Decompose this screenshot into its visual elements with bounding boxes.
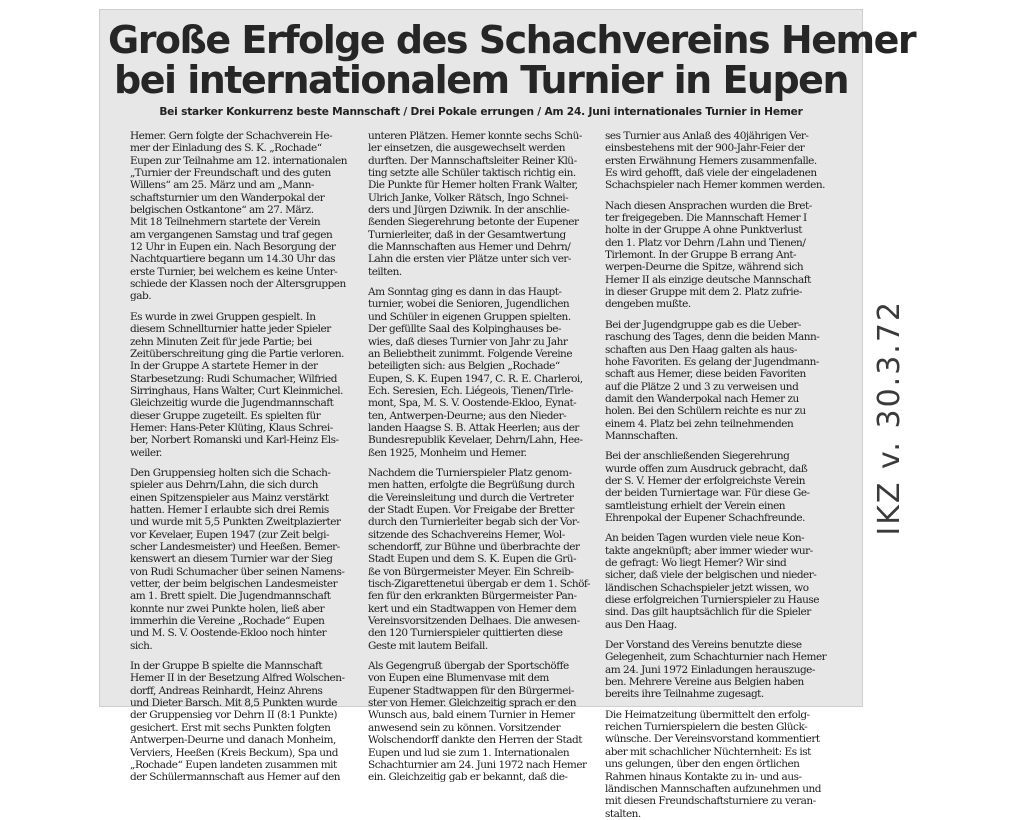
article-line: ster von Hemer. Gleichzeitig sprach er den — [368, 697, 576, 710]
article-line: in dieser Gruppe mit dem 2. Platz zufrie- — [605, 286, 802, 299]
article-line: holte in der Gruppe A ohne Punktverlust — [605, 224, 803, 237]
article-line: Vereinsvorsitzenden Delhaes. Die anwesen- — [368, 615, 580, 628]
paragraph-gap — [605, 442, 839, 450]
article-line: ben. Mehrere Vereine aus Belgien haben — [605, 676, 804, 689]
article-line: und wurde mit 5,5 Punkten Zweitplazierter — [130, 516, 341, 529]
article-line: kert und ein Stadtwappen von Hemer dem — [368, 602, 577, 615]
article-line: ders und Jürgen Dziwnik. In der anschlie- — [368, 204, 570, 217]
article-line: Ehrenpokal der Eupener Schachfreunde. — [605, 511, 805, 524]
article-line: und Schüler in eigenen Gruppen spielten. — [368, 310, 571, 323]
article-line: In der Gruppe B spielte die Mannschaft — [130, 660, 323, 673]
article-line: beteiligten sich: aus Belgien „Rochade“ — [368, 360, 560, 373]
article-line: den 120 Turnierspieler quittierten diese — [368, 627, 563, 640]
article-line: Ulrich Janke, Volker Rätsch, Ingo Schnei- — [368, 191, 569, 204]
article-line: Zeitüberschreitung ging die Partie verloren. — [130, 347, 344, 360]
article-line: Mit 18 Teilnehmern startete der Verein — [130, 216, 321, 229]
article-line: mit diesen Freundschaftsturniere zu veran- — [605, 795, 816, 808]
article-line: landen Haagse S. B. Attak Heerlen; aus der — [368, 421, 579, 434]
article-line: durch den Turnierleiter begab sich der Vor- — [368, 516, 580, 529]
article-line: Als Gegengruß übergab der Sportschöffe — [368, 660, 569, 673]
article-line: wünsche. Der Vereinsvorstand kommentiert — [605, 733, 820, 746]
article-line: schaft aus Hemer, diese beiden Favoriten — [605, 368, 806, 381]
article-line: aber mit schachlicher Nüchternheit: Es ist — [605, 745, 811, 758]
article-line: „Rochade“ Eupen landeten zusammen mit — [130, 758, 337, 771]
article-line: hohe Favoriten. Es gelang der Jugendmann- — [605, 355, 819, 368]
article-line: ßen 1925, Monheim und Hemer. — [368, 446, 527, 459]
article-line: ten, Antwerpen-Deurne; aus den Nieder- — [368, 409, 567, 422]
article-line: am 24. Juni 1972 Einladungen herauszuge- — [605, 663, 815, 676]
article-line: de gefragt: Wo liegt Hemer? Wir sind — [605, 557, 787, 569]
article-line: holen. Bei den Schülern reichte es nur zu — [605, 405, 806, 418]
article-line: Wolschendorff dankte den Herren der Stadt — [368, 734, 582, 747]
article-line: gab. — [130, 290, 152, 303]
article-line: schiede der Klassen noch der Altersgruppen — [130, 278, 346, 291]
article-line: aus Den Haag. — [605, 618, 677, 631]
article-line: Es wurde in zwei Gruppen gespielt. In — [130, 310, 316, 323]
article-line: sicher, daß viele der belgischen und nieder- — [605, 569, 817, 582]
article-line: In der Gruppe A startete Hemer in der — [130, 360, 318, 373]
article-line: Rahmen hinaus Kontakte zu in- und aus- — [605, 770, 802, 783]
article-line: konnte nur zwei Punkte holen, ließ aber — [130, 602, 325, 615]
article-line: scher Landesmeister) und Heeßen. Bemer- — [130, 541, 340, 553]
article-line: ting setzte alle Schüler taktisch richtig ein. — [368, 167, 576, 180]
article-line: weiler. — [130, 446, 162, 459]
article-line: takte angeknüpft; aber immer wieder wur- — [605, 544, 813, 557]
article-line: Willens“ am 25. März und am „Mann- — [130, 179, 314, 192]
article-line: dieser Gruppe zugeteilt. Es spielten für — [130, 409, 321, 422]
article-line: diesem Schnellturnier hatte jeder Spieler — [130, 323, 331, 336]
article-line: ländischen Mannschaften aufzunehmen und — [605, 782, 822, 795]
article-line: raschung des Tages, denn die beiden Mann- — [605, 331, 820, 344]
article-line: und M. S. V. Oostende-Ekloo noch hinter — [130, 627, 327, 640]
article-line: auf die Plätze 2 und 3 zu verweisen und — [605, 380, 799, 393]
article-line: ber, Norbert Romanski und Karl-Heinz Els- — [130, 434, 339, 447]
article-line: ßenden Siegerehrung betonte der Eupener — [368, 216, 579, 229]
article-line: Verviers, Heeßen (Kreis Beckum), Spa und — [130, 746, 339, 759]
article-line: Eupen, S. K. Eupen 1947, C. R. E. Charleroi, — [368, 372, 583, 385]
article-line: immerhin die Vereine „Rochade“ Eupen — [130, 615, 325, 628]
article-line: von Rudi Schumacher über seinen Namens- — [130, 565, 345, 578]
subheadline: Bei starker Konkurrenz beste Mannschaft / Drei Pokale errungen / Am 24. Juni internationales Turnier in Hemer — [159, 106, 803, 118]
article-line: An beiden Tagen wurden viele neue Kon- — [605, 532, 805, 545]
article-line: stalten. — [605, 807, 641, 820]
article-line: wies, daß dieses Turnier von Jahr zu Jahr — [368, 335, 568, 348]
article-line: ße von Bürgermeister Meyer. Ein Schreib- — [368, 565, 574, 578]
article-line: tisch-Zigarettenetui übergab er dem 1. Schöf- — [368, 578, 590, 591]
article-line: und Dieter Barsch. Mit 8,5 Punkten wurde — [130, 697, 337, 710]
article-line: Mannschaften. — [605, 429, 678, 442]
paragraph-gap — [605, 701, 839, 709]
article-line: vetter, der beim belgischen Landesmeister — [130, 578, 338, 591]
article-line: Hemer. Gern folgte der Schachverein He- — [130, 130, 333, 142]
article-line: uns gelungen, über den engen örtlichen — [605, 758, 800, 771]
article-line: Nachdem die Turnierspieler Platz genom- — [368, 466, 572, 479]
article-line: belgischen Ostkantone“ am 27. März. — [130, 204, 314, 217]
article-line: von Eupen eine Blumenvase mit dem — [368, 672, 549, 685]
article-line: Den Gruppensieg holten sich die Schach- — [130, 466, 331, 479]
article-line: Eupen zur Teilnahme am 12. internationalen — [130, 154, 347, 167]
article-line: ter freigegeben. Die Mannschaft Hemer I — [605, 212, 807, 225]
article-line: Ech. Seresien, Ech. Liégeois, Tienen/Tirle- — [368, 384, 574, 397]
article-line: mer der Einladung des S. K. „Rochade“ — [130, 142, 322, 155]
article-line: Geste mit lautem Beifall. — [368, 639, 488, 652]
article-line: am 1. Brett spielt. Die Jugendmannschaft — [130, 590, 331, 603]
article-line: Bei der Jugendgruppe gab es die Ueber- — [605, 318, 801, 331]
article-line: kenswert an diesem Turnier war der Sieg — [130, 553, 333, 566]
article-line: Hemer: Hans-Peter Klüting, Klaus Schrei- — [130, 421, 333, 434]
article-line: 12 Uhr in Eupen ein. Nach Besorgung der — [130, 241, 336, 254]
article-line: diese erfolgreichen Turnierspieler zu Hause — [605, 594, 819, 607]
article-line: Es wird gehofft, daß viele der eingeladenen — [605, 167, 817, 180]
article-line: Am Sonntag ging es dann in das Haupt- — [368, 286, 562, 299]
article-line: ersten Erwähnung Hemers zusammenfalle. — [605, 154, 817, 167]
paragraph-gap — [368, 652, 602, 660]
article-line: Eupener Stadtwappen für den Bürgermei- — [368, 684, 574, 697]
article-line: Turnierleiter, daß in der Gesamtwertung — [368, 228, 566, 241]
article-line: sitzende des Schachvereins Hemer, Wol- — [368, 528, 565, 541]
article-line: werpen-Deurne die Spitze, während sich — [605, 261, 804, 274]
article-line: einem 4. Platz bei zehn teilnehmenden — [605, 417, 794, 430]
article-line: Hemer II in der Besetzung Alfred Wolschen- — [130, 672, 345, 685]
article-line: Tirlemont. In der Gruppe B errang Ant- — [605, 249, 797, 262]
article-line: Gelegenheit, zum Schachturnier nach Hemer — [605, 651, 827, 664]
article-line: Bundesrepublik Kevelaer, Dehrn/Lahn, Hee- — [368, 434, 583, 447]
article-line: vor Kevelaer, Eupen 1947 (zur Zeit belgi- — [130, 528, 330, 541]
article-line: schendorff, zur Bühne und überbrachte der — [368, 541, 580, 553]
article-line: Der gefüllte Saal des Kolpinghauses be- — [368, 323, 562, 336]
article-column-2 — [368, 130, 602, 784]
article-line: Antwerpen-Deurne und danach Monheim, — [130, 734, 336, 747]
handwritten-date-note: IKZ v. 30.3.72 — [872, 300, 907, 536]
article-line: „Turnier der Freundschaft und des guten — [130, 167, 331, 180]
article-line: dengeben mußte. — [605, 298, 691, 311]
article-line: an Beliebtheit zunimmt. Folgende Vereine — [368, 347, 573, 360]
article-line: durften. Der Mannschaftsleiter Reiner Klü- — [368, 154, 577, 167]
article-line: samtleistung erhielt der Verein einen — [605, 499, 786, 512]
article-line: die Mannschaften aus Hemer und Dehrn/ — [368, 241, 571, 254]
article-line: Die Heimatzeitung übermittelt den erfolg- — [605, 708, 810, 721]
article-line: teilten. — [368, 265, 402, 278]
article-line: hatten. Hemer I erlaubte sich drei Remis — [130, 503, 329, 516]
article-line: ländischen Schachspieler jetzt wissen, wo — [605, 581, 809, 594]
article-column-3 — [605, 130, 839, 820]
article-line: Schachturnier am 24. Juni 1972 nach Hemer — [368, 758, 587, 771]
article-line: spieler aus Dehrn/Lahn, die sich durch — [130, 479, 319, 492]
article-line: die Vereinsleitung und durch die Vertreter — [368, 491, 574, 504]
article-line: Stadt Eupen und dem S. K. Eupen die Grü- — [368, 553, 577, 566]
article-line: ses Turnier aus Anlaß des 40jährigen Ver- — [605, 130, 809, 142]
article-line: Gleichzeitig wurde die Jugendmannschaft — [130, 397, 334, 410]
article-line: schaften aus Den Haag galten als haus- — [605, 343, 797, 356]
article-line: mont, Spa, M. S. V. Oostende-Ekloo, Eynat- — [368, 397, 577, 410]
article-line: reichen Turnierspielern die besten Glück- — [605, 721, 808, 734]
article-column-1 — [130, 130, 364, 784]
article-line: gesichert. Erst mit sechs Punkten folgten — [130, 721, 331, 734]
article-line: Starbesetzung: Rudi Schumacher, Wilfried — [130, 372, 337, 385]
article-line: der S. V. Hemer der erfolgreichste Verein — [605, 474, 805, 487]
paragraph-gap — [605, 524, 839, 532]
article-line: Wunsch aus, bald einem Turnier in Hemer — [368, 709, 575, 722]
article-line: einen Spitzenspieler aus Mainz verstärkt — [130, 491, 329, 504]
article-line: Sirringhaus, Hans Walter, Curt Kleinmichel. — [130, 384, 343, 397]
article-line: damit den Wanderpokal nach Hemer zu — [605, 392, 799, 405]
article-line: am vergangenen Samstag und traf gegen — [130, 228, 333, 241]
article-line: Hemer II als einzige deutsche Mannschaft — [605, 273, 811, 286]
paragraph-gap — [605, 311, 839, 319]
article-line: sind. Das gilt hauptsächlich für die Spieler — [605, 606, 811, 619]
article-line: Nach diesen Ansprachen wurden die Bret- — [605, 199, 812, 212]
paragraph-gap — [130, 303, 364, 311]
article-line: dorff, Andreas Reinhardt, Heinz Ahrens — [130, 684, 323, 697]
paragraph-gap — [605, 631, 839, 639]
article-line: der beiden Turniertage war. Für diese Ge- — [605, 487, 810, 500]
article-line: ler einsetzen, die ausgewechselt werden — [368, 142, 566, 155]
article-line: men hatten, erfolgte die Begrüßung durch — [368, 479, 575, 492]
article-line: den 1. Platz vor Dehrn /Lahn und Tienen/ — [605, 236, 806, 249]
article-line: schaftsturnier um den Wanderpokal der — [130, 191, 325, 204]
article-line: anwesend sein zu können. Vorsitzender — [368, 721, 561, 734]
article-line: turnier, wobei die Senioren, Jugendlichen — [368, 298, 570, 311]
article-line: ein. Gleichzeitig gab er bekannt, daß die- — [368, 771, 568, 784]
article-line: der Gruppensieg vor Dehrn II (8:1 Punkte) — [130, 709, 337, 722]
article-line: unteren Plätzen. Hemer konnte sechs Schü- — [368, 130, 582, 142]
paragraph-gap — [130, 459, 364, 467]
paragraph-gap — [368, 459, 602, 467]
article-line: zehn Minuten Zeit für jede Partie; bei — [130, 335, 312, 348]
paragraph-gap — [368, 278, 602, 286]
article-line: Eupen und lud sie zum 1. Internationalen — [368, 746, 570, 759]
article-line: der Schülermannschaft aus Hemer auf den — [130, 771, 341, 784]
paragraph-gap — [605, 192, 839, 200]
paragraph-gap — [130, 652, 364, 660]
headline-line-1: Große Erfolge des Schachvereins Hemer — [108, 18, 916, 62]
article-line: Die Punkte für Hemer holten Frank Walter, — [368, 179, 578, 192]
headline-line-2: bei internationalem Turnier in Eupen — [114, 58, 848, 102]
article-line: Bei der anschließenden Siegerehrung — [605, 450, 790, 463]
article-line: der Stadt Eupen. Vor Freigabe der Bretter — [368, 503, 574, 516]
article-line: fen für den erkrankten Bürgermeister Pan- — [368, 590, 577, 603]
article-line: wurde offen zum Ausdruck gebracht, daß — [605, 462, 808, 475]
article-line: Nachtquartiere begann um 14.30 Uhr das — [130, 253, 336, 266]
article-line: bereits ihre Teilnahme zugesagt. — [605, 688, 764, 701]
article-line: einsbestehens mit der 900-Jahr-Feier der — [605, 142, 805, 155]
article-line: erste Turnier, bei welchem es keine Unter- — [130, 265, 338, 278]
article-line: Lahn die ersten vier Plätze unter sich ver- — [368, 253, 571, 266]
article-line: sich. — [130, 639, 153, 652]
article-line: Der Vorstand des Vereins benutzte diese — [605, 639, 802, 652]
article-line: Schachspieler nach Hemer kommen werden. — [605, 179, 825, 192]
